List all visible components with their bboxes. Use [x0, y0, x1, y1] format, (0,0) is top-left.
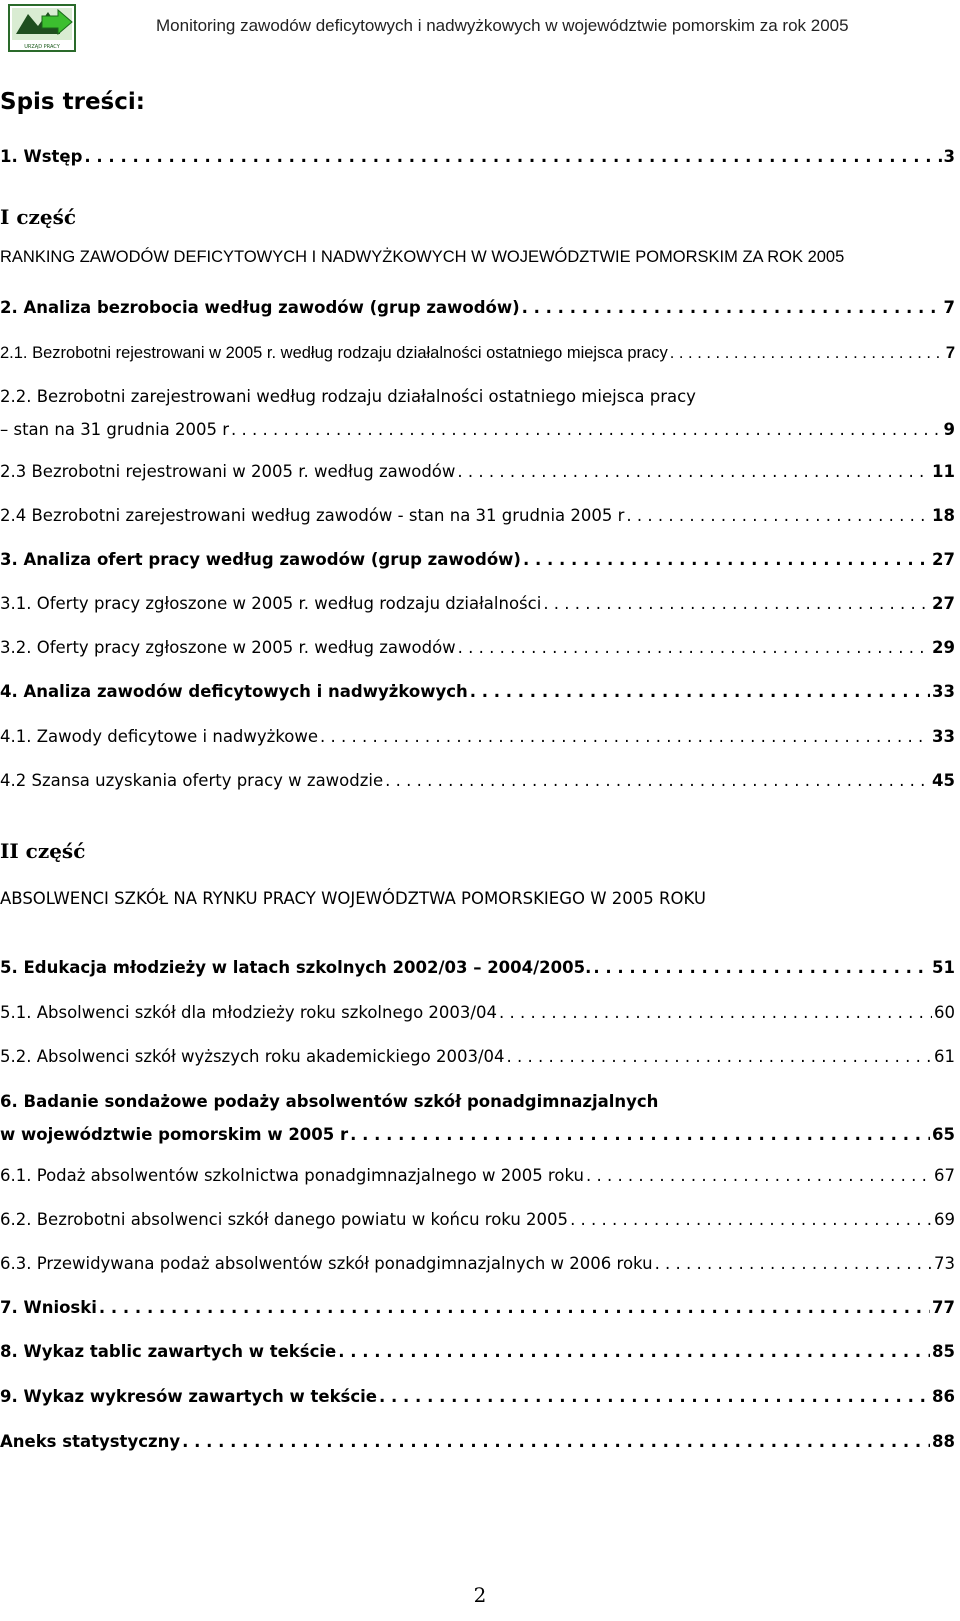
toc-entry-page: 88	[932, 1432, 955, 1451]
toc-entry-page: 33	[932, 682, 955, 701]
toc-entry-title: 4.2 Szansa uzyskania oferty pracy w zawodzie	[0, 771, 384, 790]
toc-entry-title: 6.2. Bezrobotni absolwenci szkół danego powiatu w końcu roku 2005	[0, 1210, 569, 1229]
toc-entry-title: 6. Badanie sondażowe podaży absolwentów szkół ponadgimnazjalnych	[0, 1092, 659, 1111]
toc-entry[interactable]	[0, 1001, 955, 1025]
toc-entry-title: w województwie pomorskim w 2005 r	[0, 1125, 349, 1144]
toc-entry[interactable]	[0, 1252, 955, 1276]
dot-leader	[523, 548, 930, 572]
toc-entry-page: 9	[943, 420, 955, 439]
toc-entry-title: 3. Analiza ofert pracy według zawodów (grup zawodów)	[0, 550, 521, 569]
toc-entry[interactable]	[0, 592, 955, 616]
dot-leader	[457, 460, 930, 484]
toc-entry[interactable]	[0, 636, 955, 660]
dot-leader	[470, 680, 930, 704]
svg-text:URZĄD PRACY: URZĄD PRACY	[24, 44, 60, 50]
toc-entry-title: 7. Wnioski	[0, 1298, 97, 1317]
toc-entry-page: 29	[932, 638, 955, 657]
toc-entry-title: 2.3 Bezrobotni rejestrowani w 2005 r. według zawodów	[0, 462, 456, 481]
dot-leader	[507, 1045, 933, 1069]
toc-entry[interactable]	[0, 769, 955, 793]
toc-entry[interactable]	[0, 1340, 955, 1364]
dot-leader	[522, 296, 942, 320]
toc-entry[interactable]	[0, 504, 955, 528]
labour-office-logo	[8, 4, 76, 52]
toc-entry[interactable]	[0, 680, 955, 704]
dot-leader	[350, 1123, 930, 1147]
dot-leader	[338, 1340, 930, 1364]
dot-leader	[458, 636, 930, 660]
toc-entry-page: 69	[934, 1210, 955, 1229]
toc-entry-page: 3	[943, 147, 955, 166]
toc-entry-page: 7	[945, 344, 955, 362]
toc-entry-page: 11	[932, 462, 955, 481]
dot-leader	[99, 1296, 930, 1320]
toc-entry-title: 8. Wykaz tablic zawartych w tekście	[0, 1342, 337, 1361]
page-header	[0, 0, 960, 60]
toc-entry[interactable]	[0, 1045, 955, 1069]
part-heading-title: II część	[0, 839, 86, 863]
toc-entry-title: – stan na 31 grudnia 2005 r	[0, 420, 230, 439]
dot-leader	[499, 1001, 932, 1025]
toc-entry[interactable]	[0, 341, 955, 365]
toc-entry-title: 4.1. Zawody deficytowe i nadwyżkowe	[0, 727, 319, 746]
toc-entry-page: 67	[934, 1166, 955, 1185]
toc-entry[interactable]	[0, 296, 955, 320]
toc-entry-title: 6.1. Podaż absolwentów szkolnictwa ponadgimnazjalnego w 2005 roku	[0, 1166, 584, 1185]
toc-entry-line[interactable]	[0, 1090, 955, 1114]
toc-heading: Spis treści:	[0, 89, 145, 115]
toc-entry-title: 5.1. Absolwenci szkół dla młodzieży roku szkolnego 2003/04	[0, 1003, 497, 1022]
toc-entry[interactable]	[0, 1430, 955, 1454]
toc-entry-title: 2.4 Bezrobotni zarejestrowani według zawodów - stan na 31 grudnia 2005 r	[0, 506, 625, 525]
toc-entry-title: 1. Wstęp	[0, 147, 83, 166]
part-heading-title: I część	[0, 205, 77, 229]
toc-entry[interactable]	[0, 548, 955, 572]
toc-entry-title: 5.2. Absolwenci szkół wyższych roku akademickiego 2003/04	[0, 1047, 505, 1066]
toc-entry-line[interactable]	[0, 385, 955, 409]
toc-entry-title: 3.2. Oferty pracy zgłoszone w 2005 r. według zawodów	[0, 638, 456, 657]
toc-entry-title: 6.3. Przewidywana podaż absolwentów szkół ponadgimnazjalnych w 2006 roku	[0, 1254, 653, 1273]
part-heading	[0, 839, 955, 863]
toc-entry-page: 18	[932, 506, 955, 525]
dot-leader	[379, 1385, 930, 1409]
dot-leader	[586, 1164, 932, 1188]
toc-entry-page: 51	[932, 958, 955, 977]
part-subtitle-text: RANKING ZAWODÓW DEFICYTOWYCH I NADWYŻKOWYCH W WOJEWÓDZTWIE POMORSKIM ZA ROK 2005	[0, 248, 845, 266]
part-heading	[0, 205, 955, 229]
toc-entry-page: 85	[932, 1342, 955, 1361]
toc-entry-page: 65	[932, 1125, 955, 1144]
toc-entry-page: 77	[932, 1298, 955, 1317]
dot-leader	[385, 769, 930, 793]
page-number: 2	[473, 1583, 487, 1607]
toc-entry-page: 60	[934, 1003, 955, 1022]
toc-entry-title: 2.1. Bezrobotni rejestrowani w 2005 r. według rodzaju działalności ostatniego miejsca pracy	[0, 344, 668, 362]
dot-leader	[182, 1430, 930, 1454]
toc-entry-page: 33	[932, 727, 955, 746]
toc-entry-title: 5. Edukacja młodzieży w latach szkolnych 2002/03 – 2004/2005.	[0, 958, 592, 977]
toc-entry[interactable]	[0, 1164, 955, 1188]
dot-leader	[626, 504, 930, 528]
toc-entry-title: 2.2. Bezrobotni zarejestrowani według rodzaju działalności ostatniego miejsca pracy	[0, 387, 696, 406]
part-subtitle-text: ABSOLWENCI SZKÓŁ NA RYNKU PRACY WOJEWÓDZTWA POMORSKIEGO W 2005 ROKU	[0, 889, 706, 908]
toc-entry-page: 45	[932, 771, 955, 790]
dot-leader	[543, 592, 930, 616]
dot-leader	[84, 145, 941, 169]
dot-leader	[320, 725, 930, 749]
dot-leader	[570, 1208, 932, 1232]
part-subtitle	[0, 245, 955, 269]
toc-entry[interactable]	[0, 1123, 955, 1147]
document-header-title: Monitoring zawodów deficytowych i nadwyżkowych w województwie pomorskim za rok 2005	[156, 16, 849, 35]
toc-entry[interactable]	[0, 145, 955, 169]
dot-leader	[670, 341, 944, 365]
toc-entry[interactable]	[0, 956, 955, 980]
toc-entry-page: 61	[934, 1047, 955, 1066]
toc-entry[interactable]	[0, 1208, 955, 1232]
toc-entry-title: 4. Analiza zawodów deficytowych i nadwyżkowych	[0, 682, 468, 701]
toc-entry-page: 27	[932, 594, 955, 613]
toc-entry[interactable]	[0, 460, 955, 484]
toc-entry-page: 73	[934, 1254, 955, 1273]
toc-entry[interactable]	[0, 418, 955, 442]
toc-entry-page: 86	[932, 1387, 955, 1406]
toc-entry[interactable]	[0, 1385, 955, 1409]
toc-entry-title: Aneks statystyczny	[0, 1432, 181, 1451]
dot-leader	[231, 418, 941, 442]
dot-leader	[593, 956, 930, 980]
dot-leader	[655, 1252, 932, 1276]
toc-entry-page: 27	[932, 550, 955, 569]
toc-entry[interactable]	[0, 725, 955, 749]
toc-entry-title: 9. Wykaz wykresów zawartych w tekście	[0, 1387, 378, 1406]
toc-entry-title: 3.1. Oferty pracy zgłoszone w 2005 r. według rodzaju działalności	[0, 594, 542, 613]
toc-entry[interactable]	[0, 1296, 955, 1320]
toc-entry-title: 2. Analiza bezrobocia według zawodów (grup zawodów)	[0, 298, 520, 317]
toc-entry-page: 7	[943, 298, 955, 317]
part-subtitle	[0, 887, 955, 911]
